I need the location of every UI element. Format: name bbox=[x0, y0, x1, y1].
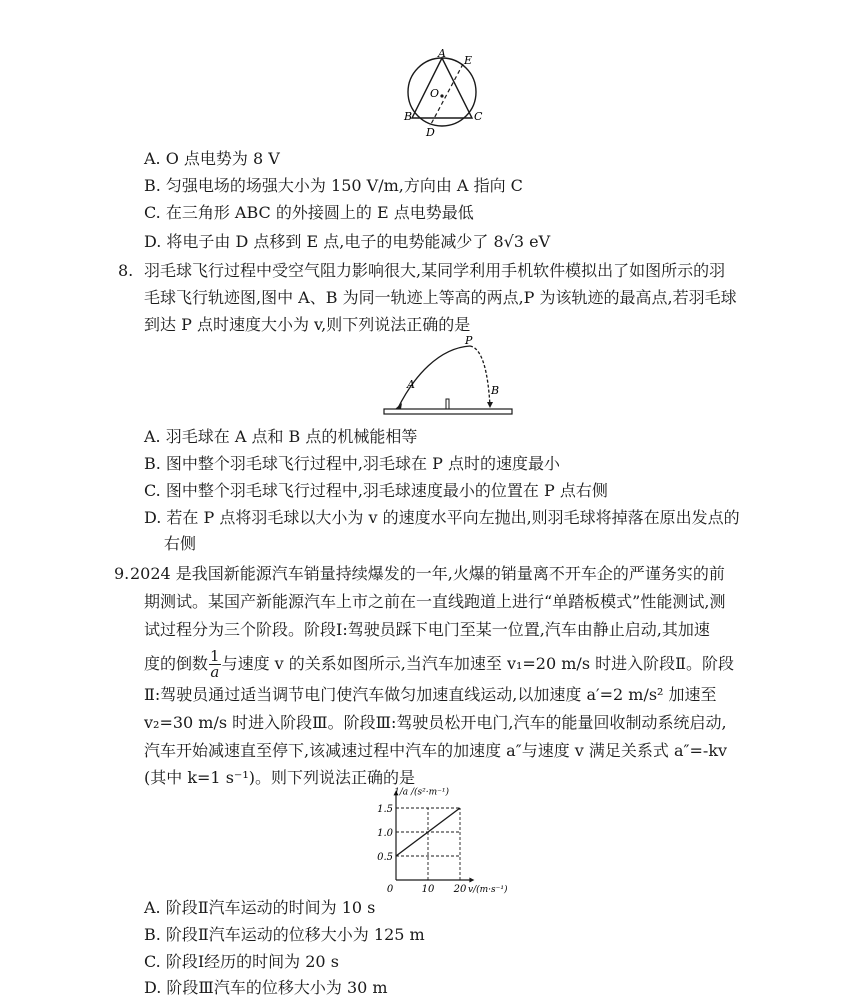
q8-option-d: D. 若在 P 点将羽毛球以大小为 v 的速度水平向左抛出,则羽毛球将掉落在原出发点的 bbox=[144, 508, 740, 527]
inverse-acceleration-vs-velocity-chart bbox=[370, 787, 530, 895]
label-E: E bbox=[464, 54, 473, 67]
q7-option-c: C. 在三角形 ABC 的外接圆上的 E 点电势最低 bbox=[144, 203, 474, 222]
circle-triangle-figure bbox=[400, 47, 510, 140]
x-axis-label: v/(m·s⁻¹) bbox=[468, 885, 508, 895]
q9-option-b: B. 阶段Ⅱ汽车运动的位移大小为 125 m bbox=[144, 925, 425, 944]
q8-stem-line-1: 羽毛球飞行过程中受空气阻力影响很大,某同学利用手机软件模拟出了如图所示的羽 bbox=[144, 261, 726, 280]
q8-number: 8. bbox=[118, 261, 134, 280]
badminton-trajectory-figure bbox=[384, 336, 514, 418]
q9-option-a: A. 阶段Ⅱ汽车运动的时间为 10 s bbox=[144, 898, 376, 917]
x-tick-label: 10 bbox=[421, 884, 435, 895]
label-C: C bbox=[474, 110, 483, 123]
label-B-traj: B bbox=[491, 384, 500, 397]
q8-option-b: B. 图中整个羽毛球飞行过程中,羽毛球在 P 点时的速度最小 bbox=[144, 454, 560, 473]
q8-option-c: C. 图中整个羽毛球飞行过程中,羽毛球速度最小的位置在 P 点右侧 bbox=[144, 481, 608, 500]
q9-option-d: D. 阶段Ⅲ汽车的位移大小为 30 m bbox=[144, 978, 388, 997]
x-axis-arrow bbox=[469, 878, 474, 883]
x-tick-label: 0 bbox=[386, 884, 394, 895]
q9-stem-line-2: 期测试。某国产新能源汽车上市之前在一直线跑道上进行“单踏板模式”性能测试,测 bbox=[144, 592, 726, 611]
label-O: O bbox=[430, 87, 440, 100]
q9-stem-line-4 bbox=[144, 647, 734, 681]
q9-stem-line-5: Ⅱ:驾驶员通过适当调节电门使汽车做匀加速直线运动,以加速度 a′=2 m/s² 加速至 bbox=[144, 685, 717, 704]
q9-stem-line-8: (其中 k=1 s⁻¹)。则下列说法正确的是 bbox=[144, 768, 416, 787]
label-B: B bbox=[404, 110, 413, 123]
q8-option-a: A. 羽毛球在 A 点和 B 点的机械能相等 bbox=[144, 427, 418, 446]
y-tick-label: 0.5 bbox=[377, 852, 393, 863]
fraction-1-over-a bbox=[209, 649, 221, 680]
y-tick-label: 1.0 bbox=[377, 828, 393, 839]
q8-option-d-cont: 右侧 bbox=[164, 534, 197, 553]
label-D: D bbox=[426, 126, 435, 139]
q9-stem-line-3: 试过程分为三个阶段。阶段Ⅰ:驾驶员踩下电门至某一位置,汽车由静止启动,其加速 bbox=[144, 620, 710, 639]
q7-option-d: D. 将电子由 D 点移到 E 点,电子的电势能减少了 8√3 eV bbox=[144, 232, 551, 251]
q8-stem-line-3: 到达 P 点时速度大小为 v,则下列说法正确的是 bbox=[144, 315, 471, 334]
fraction-numerator: 1 bbox=[210, 647, 220, 665]
x-tick-label: 20 bbox=[453, 884, 467, 895]
fraction-denominator: a bbox=[210, 663, 220, 681]
q9-line4-post: 与速度 v 的关系如图所示,当汽车加速至 v₁=20 m/s 时进入阶段Ⅱ。阶段 bbox=[221, 654, 734, 673]
q7-option-a: A. O 点电势为 8 V bbox=[144, 149, 280, 168]
y-tick-label: 1.5 bbox=[377, 804, 393, 815]
q9-stem-line-7: 汽车开始减速直至停下,该减速过程中汽车的加速度 a″与速度 v 满足关系式 a″=-kv bbox=[144, 741, 728, 760]
label-A: A bbox=[438, 47, 446, 60]
q9-stem-line-6: v₂=30 m/s 时进入阶段Ⅲ。阶段Ⅲ:驾驶员松开电门,汽车的能量回收制动系统启动, bbox=[144, 713, 727, 732]
label-P: P bbox=[465, 334, 473, 347]
q9-stem-line-1: 2024 是我国新能源汽车销量持续爆发的一年,火爆的销量离不开车企的严谨务实的前 bbox=[130, 564, 725, 583]
q9-number: 9. bbox=[114, 564, 130, 583]
q9-line4-pre: 度的倒数 bbox=[144, 654, 209, 673]
q9-option-c: C. 阶段Ⅰ经历的时间为 20 s bbox=[144, 952, 339, 971]
y-axis-label: 1/a /(s²·m⁻¹) bbox=[394, 787, 450, 798]
q8-stem-line-2: 毛球飞行轨迹图,图中 A、B 为同一轨迹上等高的两点,P 为该轨迹的最高点,若羽毛球 bbox=[144, 288, 737, 307]
q7-option-b: B. 匀强电场的场强大小为 150 V/m,方向由 A 指向 C bbox=[144, 176, 523, 195]
label-A-traj: A bbox=[407, 378, 415, 391]
